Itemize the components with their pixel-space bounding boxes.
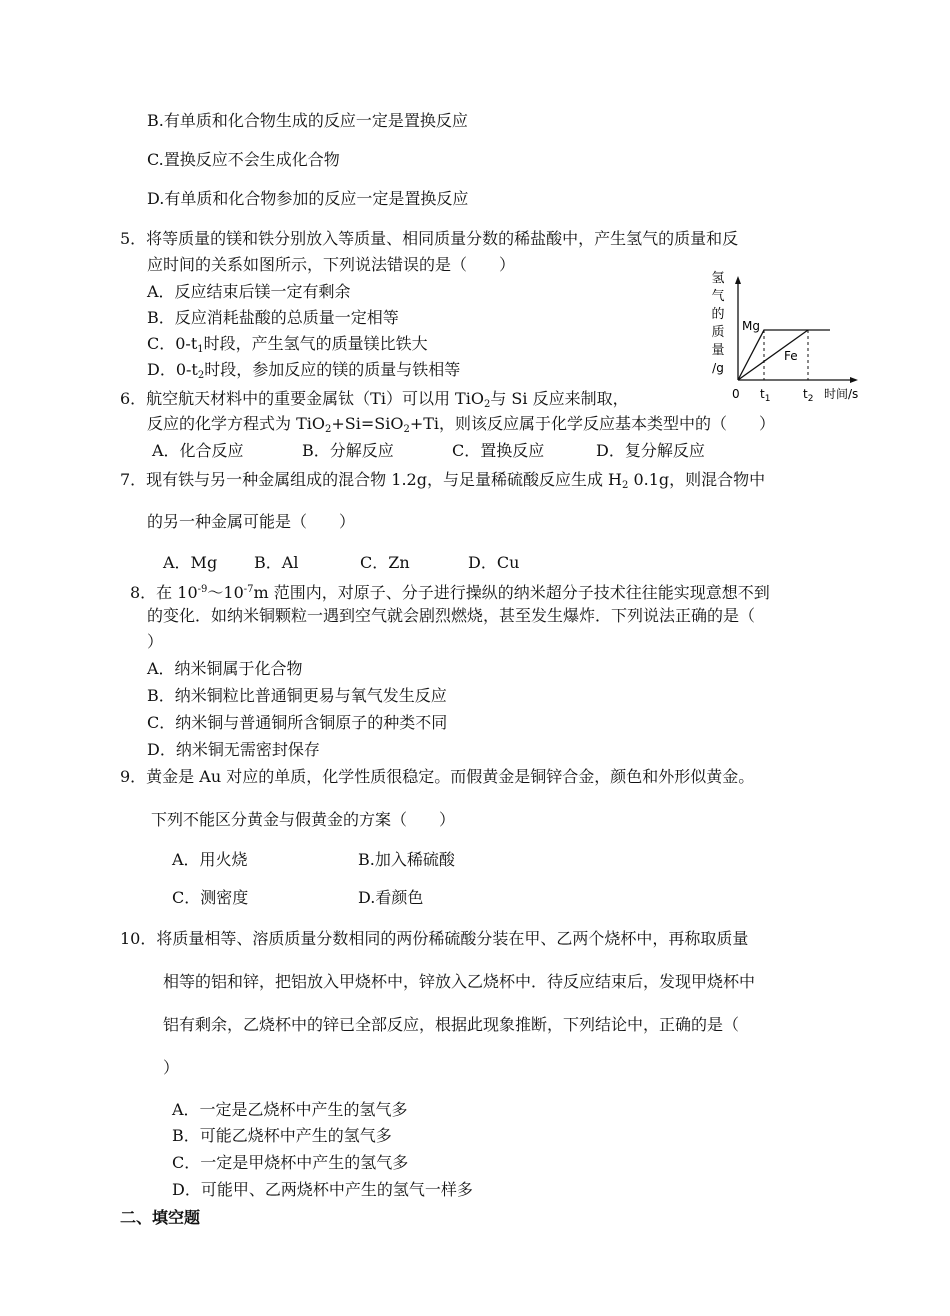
q10-stem-line4: ） <box>163 1058 180 1077</box>
q9-option-c: C．测密度 <box>172 888 249 907</box>
q10-stem-line2: 相等的铝和锌，把铝放入甲烧杯中，锌放入乙烧杯中．待反应结束后，发现甲烧杯中 <box>163 972 756 991</box>
q5-option-c: C．$0-t_1$时段，产生氢气的质量镁比铁大 <box>147 334 428 355</box>
q10-option-a: A．一定是乙烧杯中产生的氢气多 <box>172 1100 408 1119</box>
q6-stem-line2: 反应的化学方程式为 TiO$_2$+Si=SiO$_2$+Ti，则该反应属于化学反应基本类型中的（ ） <box>147 414 776 435</box>
q5-option-a: A．反应结束后镁一定有剩余 <box>147 282 351 301</box>
q5-option-d: D．$0-t_2$时段，参加反应的镁的质量与铁相等 <box>147 360 461 381</box>
ylabel-char-4: 质 <box>711 325 725 340</box>
q5-graph <box>700 268 870 410</box>
q10-stem-line1: 10．将质量相等、溶质质量分数相同的两份稀硫酸分装在甲、乙两个烧杯中，再称取质量 <box>120 929 749 948</box>
x-axis-arrow <box>850 377 858 383</box>
q7-stem-line2: 的另一种金属可能是（ ） <box>147 512 356 531</box>
q7-stem-line1: 7．现有铁与另一种金属组成的混合物 1.2g，与足量稀硫酸反应生成 $H_2$ 0.1g，则混合物中 <box>120 470 766 491</box>
q6-option-c: C．置换反应 <box>452 441 545 460</box>
q7-option-c: C．Zn <box>360 553 410 572</box>
t1-label: $t_1$ <box>760 387 771 404</box>
mg-label: Mg <box>742 319 760 333</box>
q4-option-c: C.置换反应不会生成化合物 <box>147 150 340 169</box>
q9-option-d: D.看颜色 <box>358 888 424 907</box>
ylabel-char-3: 的 <box>711 307 725 322</box>
y-axis-label <box>711 271 724 375</box>
q10-stem-line3: 铝有剩余，乙烧杯中的锌已全部反应，根据此现象推断，下列结论中，正确的是（ <box>163 1015 740 1034</box>
q8-option-d: D．纳米铜无需密封保存 <box>147 740 320 759</box>
q9-option-b: B.加入稀硫酸 <box>358 850 455 869</box>
y-axis-arrow <box>735 276 741 284</box>
q7-option-d: D．Cu <box>468 553 520 572</box>
q10-option-c: C．一定是甲烧杯中产生的氢气多 <box>172 1153 409 1172</box>
q6-option-d: D．复分解反应 <box>596 441 705 460</box>
ylabel-char-5: 量 <box>711 343 725 358</box>
q7-option-a: A．Mg <box>163 553 218 572</box>
q4-option-d: D.有单质和化合物参加的反应一定是置换反应 <box>147 189 469 208</box>
q9-stem-line1: 9．黄金是 Au 对应的单质，化学性质很稳定。而假黄金是铜锌合金，颜色和外形似黄金。 <box>120 767 755 786</box>
ylabel-char-2: 气 <box>711 289 725 304</box>
fe-label: Fe <box>784 349 798 363</box>
q7-option-b: B．Al <box>254 553 299 572</box>
section-heading-fill-in: 二、填空题 <box>120 1208 201 1227</box>
q8-option-a: A．纳米铜属于化合物 <box>147 659 303 678</box>
q6-stem-line1: 6．航空航天材料中的重要金属钛（Ti）可以用 TiO$_2$与 Si 反应来制取， <box>120 389 629 410</box>
q8-stem-line3: ） <box>147 632 164 651</box>
q10-option-b: B．可能乙烧杯中产生的氢气多 <box>172 1126 392 1145</box>
ylabel-char-1: 氢 <box>711 271 725 286</box>
q5-option-b: B．反应消耗盐酸的总质量一定相等 <box>147 308 399 327</box>
q8-stem-line2: 的变化．如纳米铜颗粒一遇到空气就会剧烈燃烧，甚至发生爆炸．下列说法正确的是（ <box>147 606 756 625</box>
q5-stem-line1: 5．将等质量的镁和铁分别放入等质量、相同质量分数的稀盐酸中，产生氢气的质量和反 <box>120 229 739 248</box>
q9-stem-line2: 下列不能区分黄金与假黄金的方案（ ） <box>151 810 456 829</box>
q6-option-a: A．化合反应 <box>152 441 244 460</box>
q5-stem-line2: 应时间的关系如图所示，下列说法错误的是（ ） <box>147 255 516 274</box>
origin-label: 0 <box>732 387 740 401</box>
q6-option-b: B．分解反应 <box>302 441 394 460</box>
x-axis-label: 时间/s <box>824 387 859 401</box>
ylabel-unit: /g <box>712 361 724 375</box>
q10-option-d: D．可能甲、乙两烧杯中产生的氢气一样多 <box>172 1180 473 1199</box>
q8-option-b: B．纳米铜粒比普通铜更易与氧气发生反应 <box>147 686 447 705</box>
q4-option-b: B.有单质和化合物生成的反应一定是置换反应 <box>147 111 468 130</box>
t2-label: $t_2$ <box>803 387 814 404</box>
q8-option-c: C．纳米铜与普通铜所含铜原子的种类不同 <box>147 713 448 732</box>
q9-option-a: A．用火烧 <box>172 850 248 869</box>
q8-stem-line1: 8．在 $10^{-9}\sim 10^{-7}m$ 范围内，对原子、分子进行操纵的纳米超分子技术往往能实现意想不到 <box>130 583 770 602</box>
